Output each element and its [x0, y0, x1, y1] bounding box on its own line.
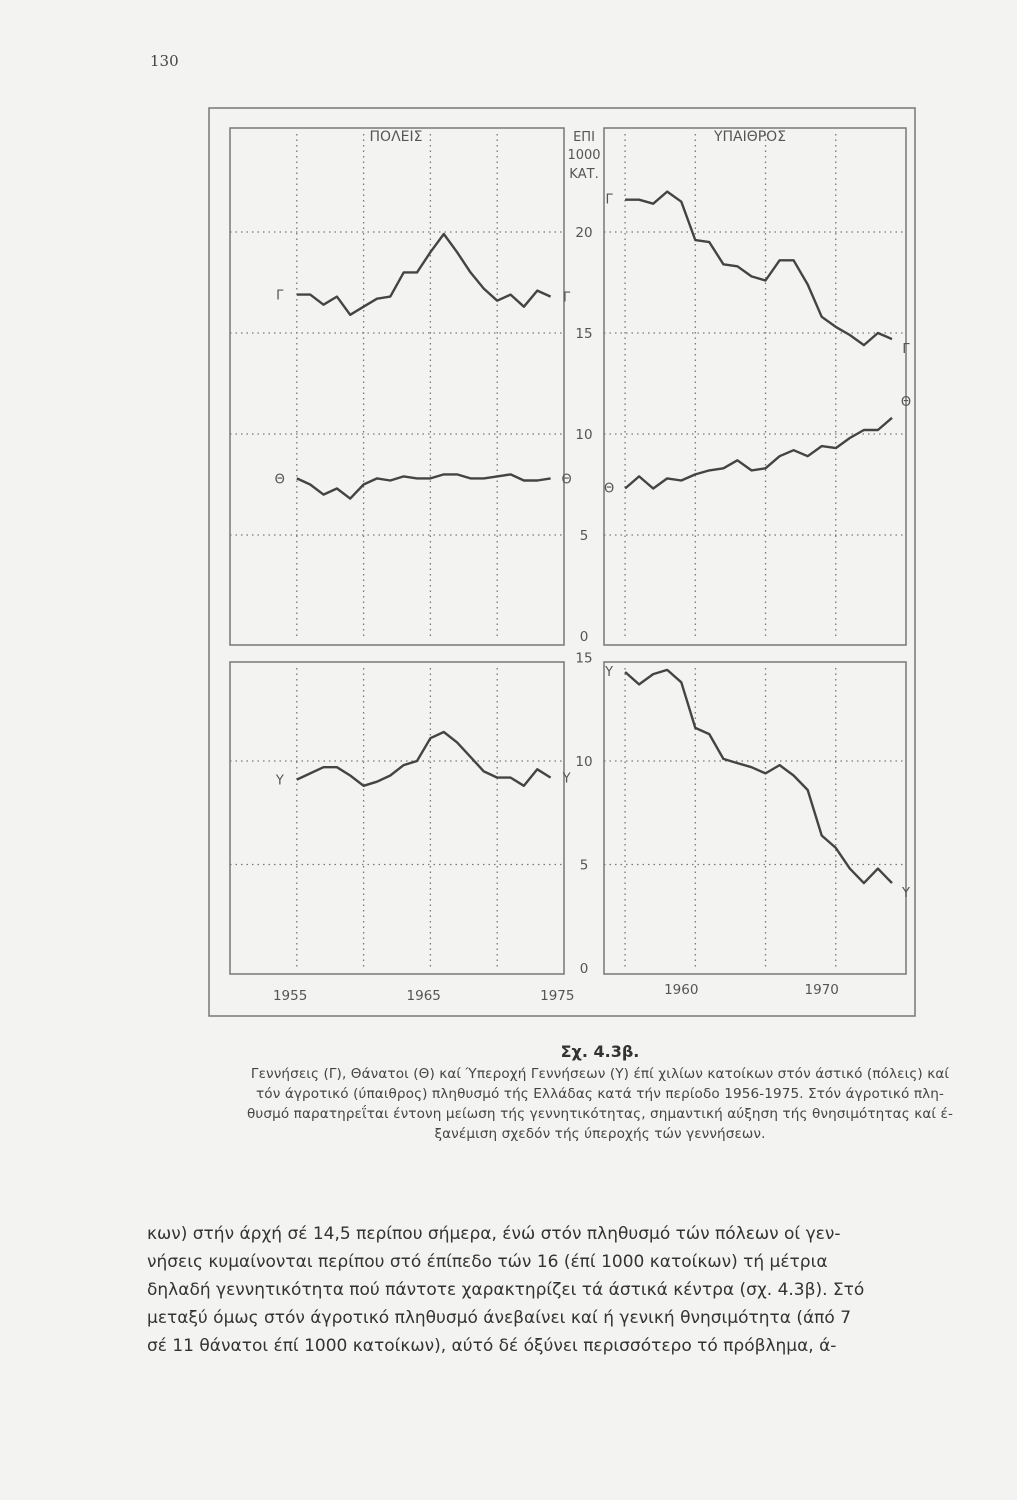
body-line: μεταξύ όμως στόν άγροτικό πληθυσμό άνεβαίνει καί ή γενική θνησιμότητα (άπό 7	[147, 1308, 852, 1328]
x-tick-label: 1975	[540, 988, 575, 1004]
series-line-Θ	[625, 418, 892, 489]
series-label-end: Θ	[561, 472, 572, 488]
y-tick-label: 15	[575, 650, 593, 667]
caption-line: Γεννήσεις (Γ), Θάνατοι (Θ) καί Ύπεροχή Γεννήσεων (Υ) έπί χιλίων κατοίκων στόν άστικό (πόλεις) καί	[250, 1066, 950, 1082]
caption-line: τόν άγροτικό (ύπαιθρος) πληθυσμό τής Ελλάδας κατά τήν περίοδο 1956-1975. Στόν άγροτικό πλη-	[256, 1086, 944, 1102]
panel-title-rural: ΥΠΑΙΘΡΟΣ	[713, 129, 787, 145]
series-label-end: Υ	[901, 886, 910, 902]
series-label-end: Υ	[562, 771, 571, 787]
series-label-start: Γ	[276, 288, 284, 304]
panel-cities-bottom	[230, 662, 564, 974]
series-label-start: Θ	[603, 481, 615, 497]
y-tick-label: 5	[579, 528, 589, 544]
series-line-Υ	[297, 732, 551, 786]
y-tick-label: 0	[579, 961, 589, 977]
y-tick-label: 10	[575, 427, 593, 443]
series-line-Γ	[625, 192, 892, 346]
y-tick-label: 0	[579, 629, 589, 645]
body-line: σέ 11 θάνατοι έπί 1000 κατοίκων), αύτό δέ όξύνει περισσότερο τό πρόβλημα, ά-	[147, 1336, 837, 1356]
y-tick-label: 20	[575, 225, 593, 241]
page-number: 130	[150, 52, 179, 70]
figure-frame	[209, 108, 915, 1016]
x-tick-label: 1970	[804, 982, 839, 998]
y-tick-label: 10	[575, 754, 593, 770]
series-line-Γ	[297, 234, 551, 315]
series-line-Θ	[297, 474, 551, 498]
body-text	[147, 1220, 985, 1360]
series-label-end: Γ	[902, 342, 910, 358]
panel-rural-bottom	[604, 662, 906, 974]
series-line-Υ	[625, 670, 892, 883]
panel-rural-top	[604, 128, 906, 645]
series-label-start: Υ	[275, 773, 284, 789]
series-label-end: Θ	[900, 394, 912, 410]
body-line: νήσεις κυμαίνονται περίπου στό έπίπεδο τών 16 (έπί 1000 κατοίκων) τή μέτρια	[147, 1252, 828, 1272]
panel-title-cities: ΠΟΛΕΙΣ	[369, 129, 423, 145]
x-tick-label: 1960	[664, 982, 699, 998]
body-line: δηλαδή γεννητικότητα πού πάντοτε χαρακτηρίζει τά άστικά κέντρα (σχ. 4.3β). Στό	[147, 1280, 865, 1300]
x-tick-label: 1965	[406, 988, 441, 1004]
series-label-start: Υ	[605, 664, 614, 680]
y-tick-label: 15	[575, 326, 593, 342]
y-unit-label: ΚΑΤ.	[569, 167, 599, 182]
caption-text	[215, 1064, 985, 1144]
caption-title: Σχ. 4.3β.	[560, 1042, 640, 1061]
figure-caption	[215, 1042, 985, 1144]
body-line: κων) στήν άρχή σέ 14,5 περίπου σήμερα, ένώ στόν πληθυσμό τών πόλεων οί γεν-	[147, 1224, 841, 1244]
series-label-start: Γ	[605, 192, 613, 208]
y-unit-label: 1000	[567, 148, 601, 163]
panel-cities-top	[230, 128, 564, 645]
series-label-start: Θ	[274, 472, 285, 488]
caption-line: θυσμό παρατηρεΐται έντονη μείωση τής γεννητικότητας, σημαντική αύξηση τής θνησιμότητας καί έ-	[247, 1106, 953, 1122]
y-unit-label: ΕΠΙ	[573, 130, 595, 145]
x-tick-label: 1955	[272, 988, 308, 1004]
series-label-end: Γ	[563, 290, 571, 306]
caption-line: ξανέμιση σχεδόν τής ύπεροχής τών γεννήσεων.	[434, 1126, 766, 1142]
y-tick-label: 5	[579, 857, 589, 874]
